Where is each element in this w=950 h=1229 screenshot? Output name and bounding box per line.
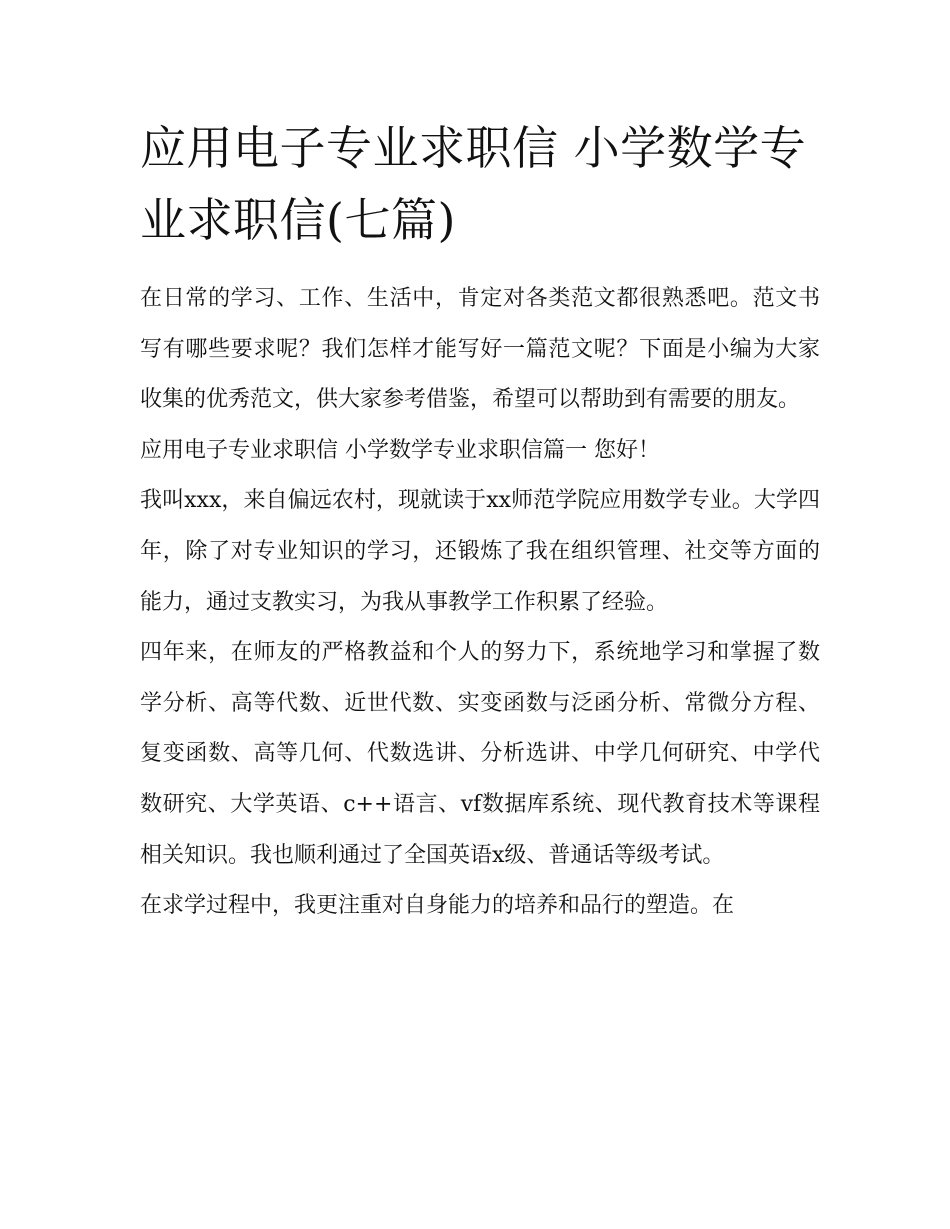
paragraph-abilities: 在求学过程中，我更注重对自身能力的培养和品行的塑造。在: [140, 893, 735, 919]
document-page: [140, 112, 820, 932]
paragraph-heading-greeting: 应用电子专业求职信 小学数学专业求职信篇一 您好！: [140, 437, 660, 463]
paragraph-self-intro: 我叫xxx，来自偏远农村，现就读于xx师范学院应用数学专业。大学四年，除了对专业知识的学习，还锻炼了我在组织管理、社交等方面的能力，通过支教实习，为我从事教学工作积累了经验。: [140, 488, 820, 615]
paragraph-intro: 在日常的学习、工作、生活中，肯定对各类范文都很熟悉吧。范文书写有哪些要求呢？我们怎样才能写好一篇范文呢？下面是小编为大家收集的优秀范文，供大家参考借鉴，希望可以帮助到有需要的朋友。: [140, 286, 820, 413]
document-title: 应用电子专业求职信 小学数学专业求职信(七篇): [140, 121, 807, 247]
paragraph-courses: 四年来，在师友的严格教益和个人的努力下，系统地学习和掌握了数学分析、高等代数、近世代数、实变函数与泛函分析、常微分方程、复变函数、高等几何、代数选讲、分析选讲、中学几何研究、中学代数研究、大学英语、c++语言、vf数据库系统、现代教育技术等课程相关知识。我也顺利通过了全国英语x级、普通话等级考试。: [140, 640, 820, 868]
